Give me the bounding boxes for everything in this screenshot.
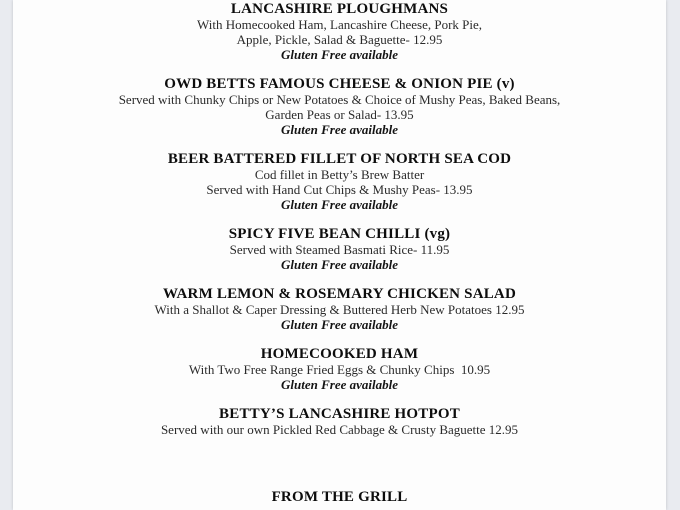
gluten-free-note: Gluten Free available xyxy=(281,47,398,62)
gluten-free-note: Gluten Free available xyxy=(281,257,398,272)
menu-section xyxy=(13,287,666,332)
menu-item-title: LANCASHIRE PLOUGHMANS xyxy=(230,1,449,17)
menu-page xyxy=(13,0,666,510)
menu-item-description-line: Garden Peas or Salad- 13.95 xyxy=(265,107,414,122)
menu-item-description-line: With Homecooked Ham, Lancashire Cheese, Pork Pie, xyxy=(196,17,483,32)
section-heading-from-the-grill: FROM THE GRILL xyxy=(271,489,408,505)
menu-item-description-line: Cod fillet in Betty’s Brew Batter xyxy=(254,167,425,182)
menu-item-title: SPICY FIVE BEAN CHILLI (vg) xyxy=(228,226,451,242)
menu-section xyxy=(13,152,666,212)
menu-item-title: BETTY’S LANCASHIRE HOTPOT xyxy=(219,406,460,422)
menu-item-description-line: Served with Steamed Basmati Rice- 11.95 xyxy=(229,242,450,257)
menu-item-title: BEER BATTERED FILLET OF NORTH SEA COD xyxy=(167,151,512,167)
menu-item-title: WARM LEMON & ROSEMARY CHICKEN SALAD xyxy=(162,286,516,302)
menu-section xyxy=(13,2,666,62)
menu-item-description-line: Apple, Pickle, Salad & Baguette- 12.95 xyxy=(236,32,443,47)
menu-section xyxy=(13,347,666,392)
menu-item-description-line: Served with our own Pickled Red Cabbage & Crusty Baguette 12.95 xyxy=(160,422,519,437)
menu-section xyxy=(13,407,666,437)
menu-section xyxy=(13,227,666,272)
menu-item-description-line: Served with Hand Cut Chips & Mushy Peas- 13.95 xyxy=(206,182,473,197)
gluten-free-note: Gluten Free available xyxy=(281,377,398,392)
gluten-free-note: Gluten Free available xyxy=(281,317,398,332)
menu-item-description-line: With a Shallot & Caper Dressing & Buttered Herb New Potatoes 12.95 xyxy=(154,302,525,317)
gluten-free-note: Gluten Free available xyxy=(281,122,398,137)
menu-item-description-line: With Two Free Range Fried Eggs & Chunky Chips 10.95 xyxy=(188,362,491,377)
menu-item-title: OWD BETTS FAMOUS CHEESE & ONION PIE (v) xyxy=(164,76,515,92)
gluten-free-note: Gluten Free available xyxy=(281,197,398,212)
menu-item-description-line: Served with Chunky Chips or New Potatoes & Choice of Mushy Peas, Baked Beans, xyxy=(118,92,561,107)
menu-section xyxy=(13,77,666,137)
menu-item-title: HOMECOOKED HAM xyxy=(260,346,419,362)
